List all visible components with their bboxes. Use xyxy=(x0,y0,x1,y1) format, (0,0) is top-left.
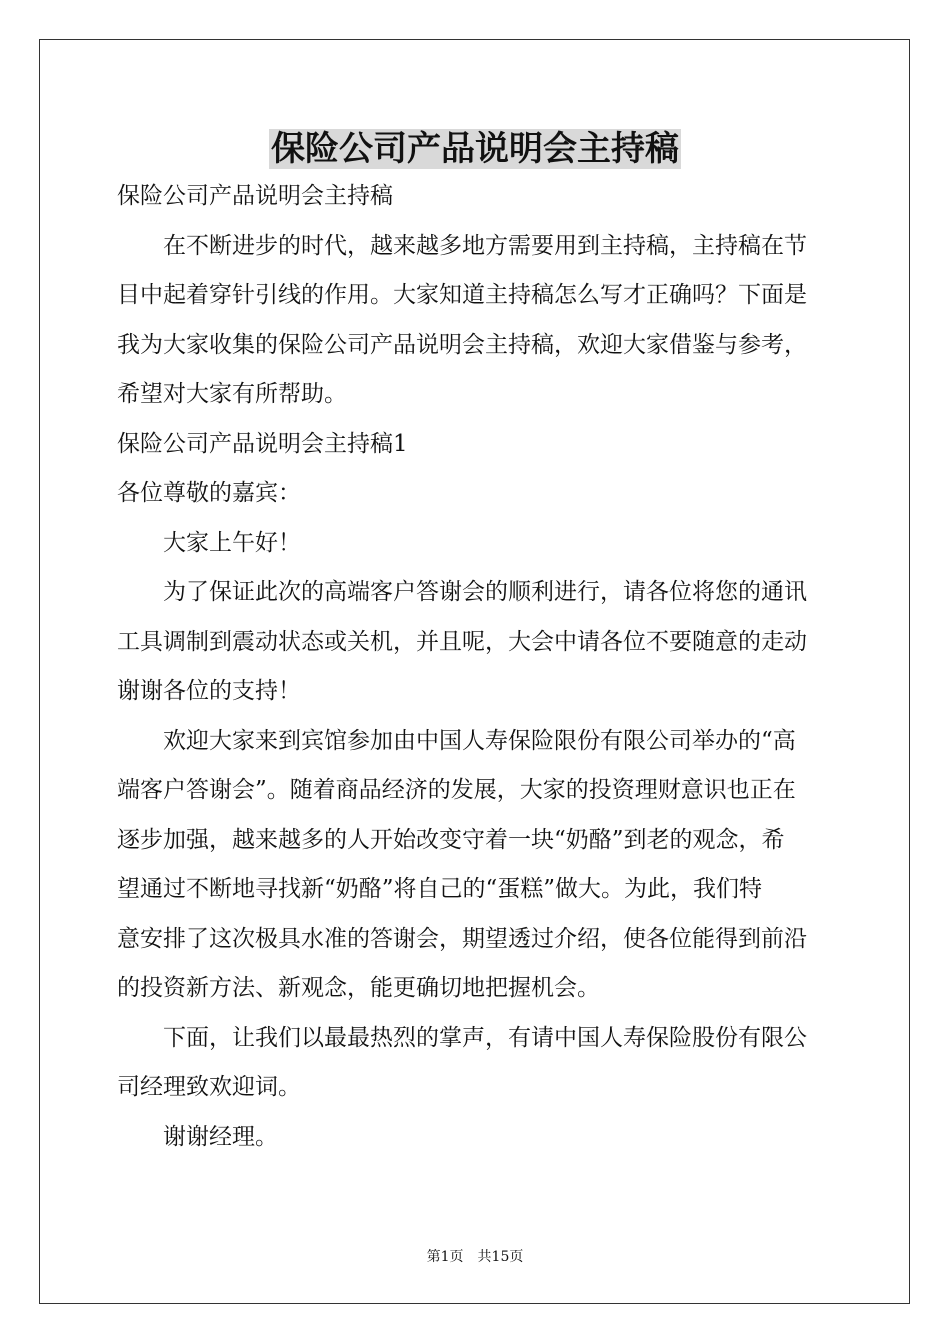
paragraph-invitation xyxy=(117,1014,833,1113)
paragraph-line: 谢谢各位的支持！ xyxy=(117,678,301,704)
section-heading: 保险公司产品说明会主持稿1 xyxy=(117,430,408,457)
paragraph-line: 欢迎大家来到宾馆参加由中国人寿保险限份有限公司举办的“高 xyxy=(163,727,796,754)
paragraph-line: 望通过不断地寻找新“奶酪”将自己的“蛋糕”做大。为此，我们特 xyxy=(117,876,763,902)
document-body xyxy=(117,172,833,1162)
document-title xyxy=(0,124,950,174)
paragraph-line: 意安排了这次极具水准的答谢会，期望透过介绍，使各位能得到前沿 xyxy=(117,925,807,952)
paragraph-line: 端客户答谢会”。随着商品经济的发展，大家的投资理财意识也正在 xyxy=(117,777,796,803)
paragraph-line: 在不断进步的时代，越来越多地方需要用到主持稿，主持稿在节 xyxy=(163,232,807,259)
paragraph-line: 为了保证此次的高端客户答谢会的顺利进行，请各位将您的通讯 xyxy=(163,579,807,605)
paragraph-line: 工具调制到震动状态或关机，并且呢，大会中请各位不要随意的走动 xyxy=(117,628,807,655)
closing-line: 谢谢经理。 xyxy=(163,1123,278,1150)
paragraph-line: 我为大家收集的保险公司产品说明会主持稿，欢迎大家借鉴与参考， xyxy=(117,331,807,358)
page-footer: 第1页 共15页 xyxy=(426,1249,524,1265)
salutation: 各位尊敬的嘉宾： xyxy=(117,480,301,506)
paragraph-line: 目中起着穿针引线的作用。大家知道主持稿怎么写才正确吗？下面是 xyxy=(117,282,807,308)
paragraph-line: 希望对大家有所帮助。 xyxy=(117,381,347,407)
paragraph-notice xyxy=(117,568,833,717)
greeting: 大家上午好！ xyxy=(163,529,301,556)
paragraph-line: 司经理致欢迎词。 xyxy=(117,1074,301,1100)
document-subtitle: 保险公司产品说明会主持稿 xyxy=(117,183,393,209)
paragraph-line: 下面，让我们以最最热烈的掌声，有请中国人寿保险股份有限公 xyxy=(163,1024,807,1051)
paragraph-line: 的投资新方法、新观念，能更确切地把握机会。 xyxy=(117,975,600,1001)
paragraph-welcome xyxy=(117,717,833,1014)
paragraph-line: 逐步加强，越来越多的人开始改变守着一块“奶酪”到老的观念，希 xyxy=(117,826,785,853)
document-title-text: 保险公司产品说明会主持稿 xyxy=(271,129,679,169)
intro-paragraph xyxy=(117,222,833,420)
